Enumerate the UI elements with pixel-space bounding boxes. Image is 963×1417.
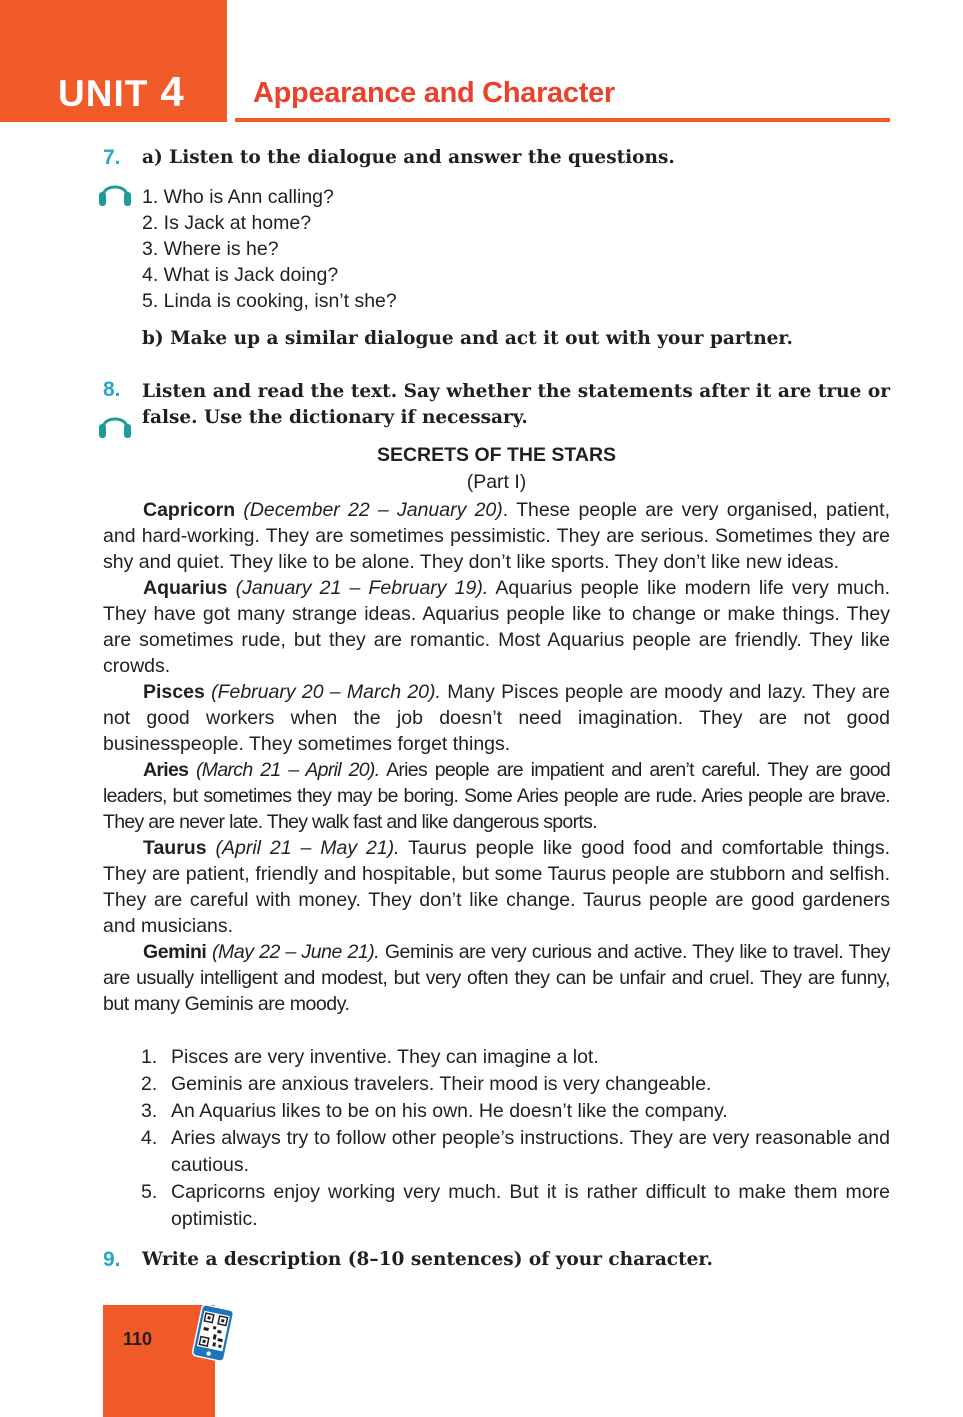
- exercise-7-number: 7.: [103, 146, 121, 169]
- reading-passage: [103, 497, 890, 1017]
- sign-description: Aquarius people like modern life very much. They have got many strange ideas. Aquarius people like to change or make things. They are sometimes rude, but they are romantic. Most Aquarius people are friendly. They like crowds.: [103, 577, 891, 677]
- headphones-icon[interactable]: [98, 178, 132, 208]
- statement-text: Geminis are anxious travelers. Their mood is very changeable.: [171, 1073, 712, 1095]
- statement-item: [103, 1071, 890, 1098]
- exercise-9-instruction: Write a description (8–10 sentences) of your character.: [142, 1249, 713, 1270]
- sign-name: Gemini: [143, 941, 207, 963]
- sign-dates: (May 22 – June 21).: [211, 941, 380, 963]
- passage-paragraph-gemini: [103, 939, 890, 1017]
- text-subtitle: (Part I): [466, 471, 527, 493]
- headphones-icon[interactable]: [98, 410, 132, 440]
- statement-number: 3.: [141, 1100, 158, 1122]
- unit-word: UNIT: [58, 73, 149, 114]
- statement-text: Pisces are very inventive. They can imagine a lot.: [171, 1046, 599, 1068]
- exercise-7a-instruction: a) Listen to the dialogue and answer the questions.: [142, 147, 675, 168]
- sign-description: Taurus people like good food and comfortable things. They are patient, friendly and hospitable, but some Taurus people are stubborn and selfish. They are careful with money. They don’t like change. Taurus people are good gardeners and musicians.: [103, 837, 890, 937]
- question-item: 4. What is Jack doing?: [142, 264, 339, 286]
- true-false-statements: [103, 1044, 890, 1233]
- sign-name: Aquarius: [143, 577, 228, 599]
- statement-number: 5.: [141, 1181, 158, 1203]
- statement-item: [103, 1098, 890, 1125]
- title-underline: [235, 118, 890, 122]
- statement-text: An Aquarius likes to be on his own. He doesn’t like the company.: [171, 1100, 728, 1122]
- text-title: SECRETS OF THE STARS: [376, 444, 617, 466]
- sign-name: Taurus: [143, 837, 207, 859]
- exercise-9-number: 9.: [103, 1248, 121, 1271]
- exercise-7-questions: [142, 184, 397, 314]
- statement-item: [103, 1179, 890, 1233]
- sign-name: Capricorn: [143, 499, 236, 521]
- unit-number: 4: [160, 68, 185, 115]
- statement-item: [103, 1125, 890, 1179]
- exercise-8-instruction: Listen and read the text. Say whether the statements after it are true or false. Use the dictionary if necessary.: [142, 381, 890, 428]
- statement-number: 2.: [141, 1073, 158, 1095]
- sign-description: Aries people are impatient and aren’t careful. They are good leaders, but sometimes they may be boring. Some Aries people are rude. Aries people are brave. They are never late. They walk fast and like dangerous sports.: [103, 759, 891, 833]
- statement-number: 1.: [141, 1046, 158, 1068]
- question-item: 1. Who is Ann calling?: [142, 186, 334, 208]
- sign-name: Aries: [143, 759, 189, 781]
- exercise-8-number: 8.: [103, 378, 121, 401]
- page-number: 110: [123, 1329, 153, 1349]
- passage-paragraph-capricorn: [103, 497, 890, 575]
- passage-paragraph-aries: [103, 757, 890, 835]
- sign-dates: (February 20 – March 20).: [211, 681, 441, 703]
- passage-paragraph-aquarius: [103, 575, 890, 679]
- sign-description: . These people are very organised, patient, and hard-working. They are sometimes pessimistic. They are serious. Sometimes they are shy and quiet. They like to be alone. They don’t like sports. They don’t like new ideas.: [103, 499, 890, 573]
- sign-dates: (January 21 – February 19).: [235, 577, 489, 599]
- unit-label: [58, 68, 185, 116]
- sign-dates: (December 22 – January 20): [243, 499, 503, 521]
- passage-paragraph-pisces: [103, 679, 890, 757]
- sign-description: Many Pisces people are moody and lazy. They are not good workers when the job doesn’t need imagination. They are not good businesspeople. They sometimes forget things.: [103, 681, 890, 755]
- statement-text: Aries always try to follow other people’s instructions. They are very reasonable and cautious.: [171, 1127, 890, 1176]
- sign-name: Pisces: [143, 681, 205, 703]
- unit-title: Appearance and Character: [253, 77, 615, 109]
- statement-text: Capricorns enjoy working very much. But it is rather difficult to make them more optimistic.: [171, 1181, 890, 1230]
- phone-qr-icon[interactable]: [190, 1304, 236, 1362]
- exercise-7b-instruction: b) Make up a similar dialogue and act it out with your partner.: [142, 328, 793, 349]
- statement-number: 4.: [141, 1127, 158, 1149]
- question-item: 3. Where is he?: [142, 238, 279, 260]
- sign-dates: (March 21 – April 20).: [196, 759, 380, 781]
- passage-paragraph-taurus: [103, 835, 890, 939]
- question-item: 5. Linda is cooking, isn’t she?: [142, 290, 397, 312]
- sign-description: Geminis are very curious and active. They like to travel. They are usually intelligent and modest, but very often they can be unfair and cruel. They are funny, but many Geminis are moody.: [103, 941, 891, 1015]
- statement-item: [103, 1044, 890, 1071]
- question-item: 2. Is Jack at home?: [142, 212, 312, 234]
- sign-dates: (April 21 – May 21).: [215, 837, 400, 859]
